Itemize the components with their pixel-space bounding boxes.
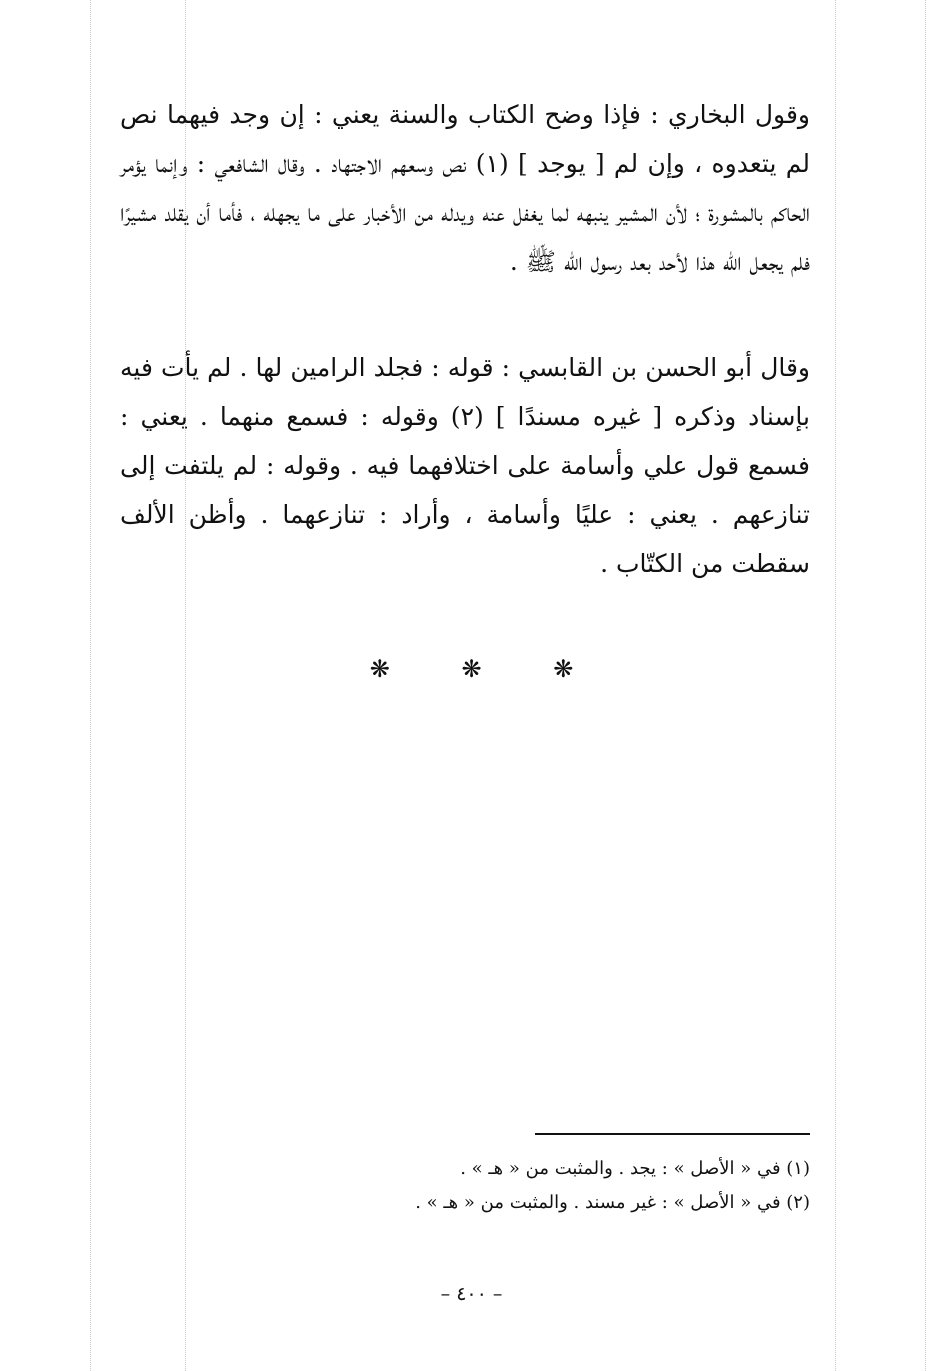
footnote-1: (١) في « الأصل » : يجد . والمثبت من « هـ » . [460,1158,810,1179]
scan-guide-line [90,0,91,1371]
separator-star-icon: ❋ [369,655,390,683]
scan-guide-line [835,0,836,1371]
page-number: – ٤٠٠ – [440,1283,503,1305]
section-separator [0,655,943,683]
footnote-divider [535,1133,810,1135]
scan-guide-line [925,0,926,1371]
paragraph-bukhari: وقول البخاري : فإذا وضح الكتاب والسنة يعني : إن وجد فيهما نص لم يتعدوه ، وإن لم [ يوجد ] (١) نص وسعهم الاجتهاد . وقال الشافعي : وإنما يؤمر الحاكم بالمشورة ؛ لأن المشير ينبهه لما يغفل عنه ويدله من الأخبار على ما يجهله ، فأما أن يقلد مشيرًا فلم يجعل الله هذا لأحد بعد رسول الله ﷺ . [120,100,810,276]
footnote-2: (٢) في « الأصل » : غير مسند . والمثبت من « هـ » . [415,1192,810,1213]
separator-star-icon: ❋ [553,655,574,683]
separator-star-icon: ❋ [461,655,482,683]
paragraph-qabisi: وقال أبو الحسن بن القابسي : قوله : فجلد الرامين لها . لم يأت فيه بإسناد وذكره [ غيره مسندًا ] (٢) وقوله : فسمع منهما . يعني : فسمع قول علي وأسامة على اختلافهما فيه . وقوله : لم يلتفت إلى تنازعهم . يعني : عليًا وأسامة ، وأراد : تنازعهما . وأظن الألف سقطت من الكتّاب . [120,353,810,578]
footnotes [120,1152,810,1220]
